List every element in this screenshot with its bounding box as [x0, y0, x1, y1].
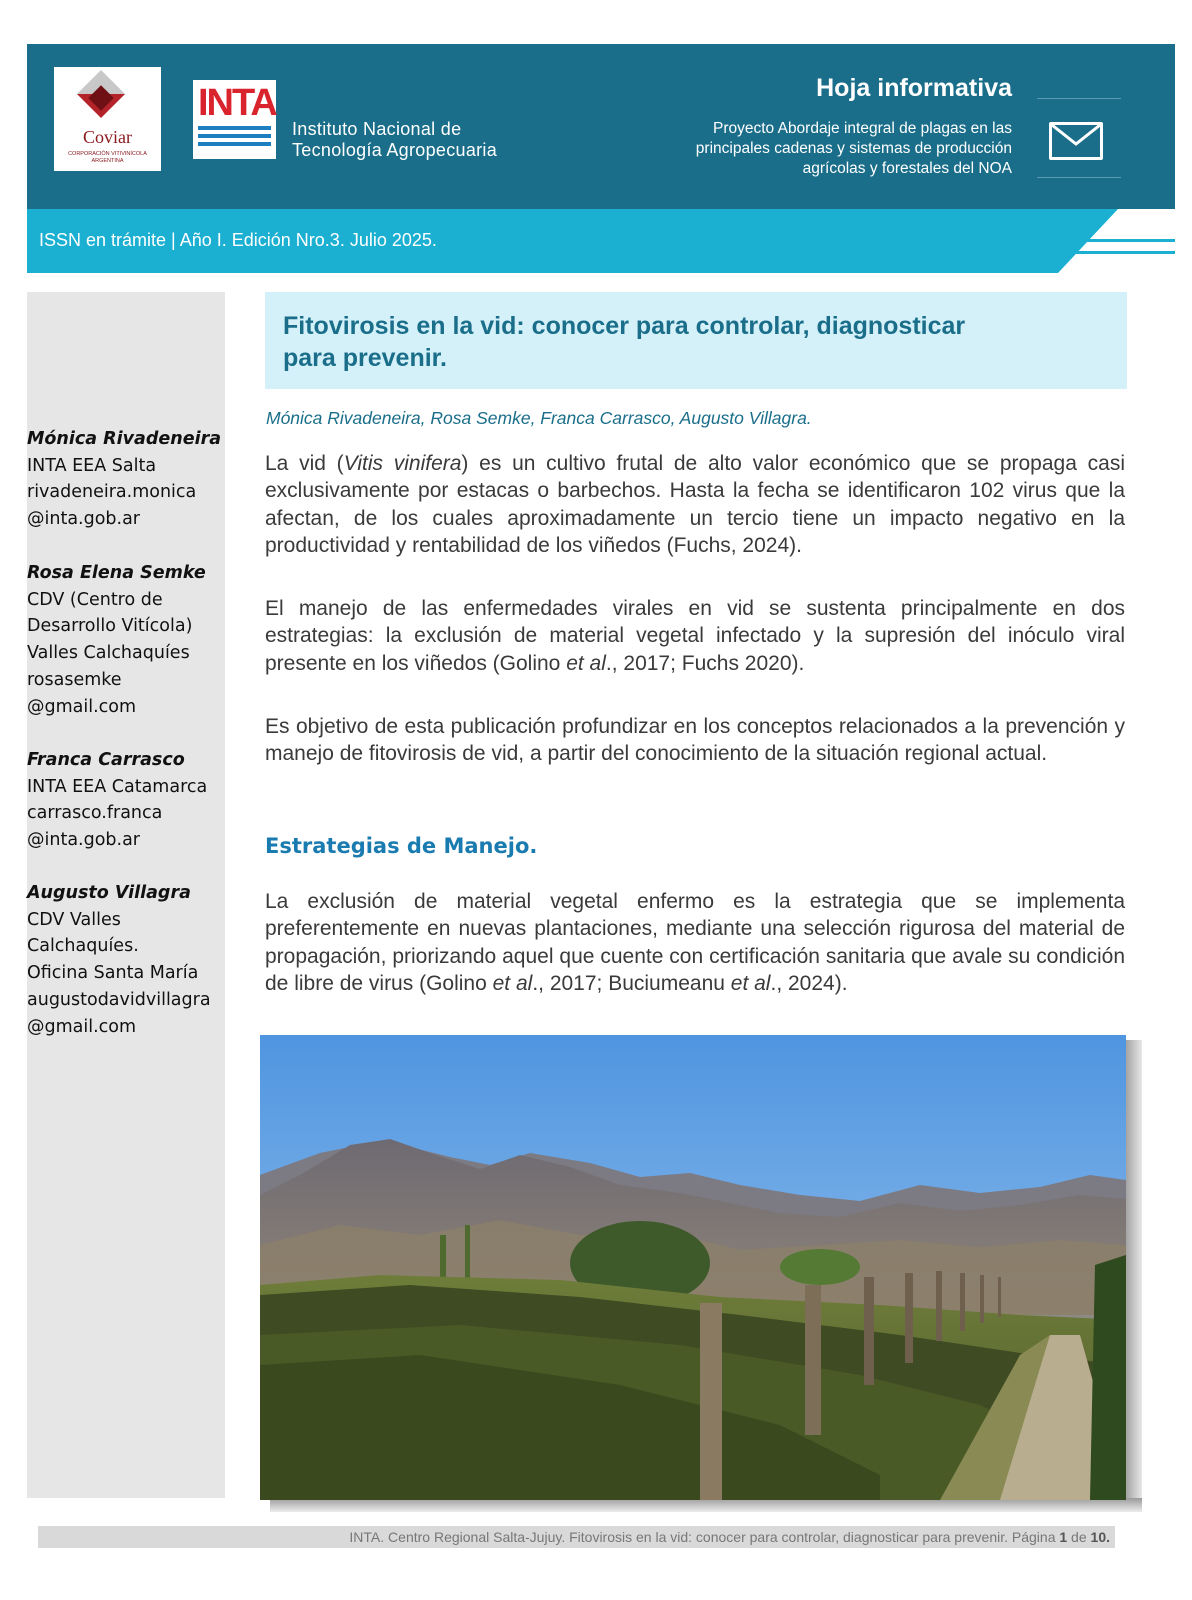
text: La exclusión de material vegetal enfermo es la estrategia que se implementa preferentemente en nuevas plantaciones, mediante una selección rigurosa del material de propagación, priorizando aquel que cuente con certificación sanitaria que avale su condición de libre de virus (Golino: [265, 890, 1125, 995]
text: ., 2017; Buciumeanu: [532, 971, 731, 995]
author-email: @inta.gob.ar: [27, 509, 141, 530]
author-email: carrasco.franca: [27, 803, 163, 824]
citation-etal: et al: [730, 971, 771, 995]
coviar-logo: [54, 67, 161, 171]
coviar-name: Coviar: [83, 127, 132, 147]
author-detail: CDV (Centro de: [27, 589, 163, 610]
text: ., 2017; Fuchs 2020).: [605, 651, 805, 675]
author-detail: INTA EEA Salta: [27, 455, 157, 476]
project-line-3: agrícolas y forestales del NOA: [802, 160, 1012, 177]
header-banner: [27, 44, 1175, 209]
author-email: rosasemke: [27, 669, 122, 690]
species-name: Vitis vinifera: [343, 452, 462, 475]
article-title: [283, 310, 1103, 374]
footer-of: de: [1067, 1529, 1091, 1545]
paragraph-3: Es objetivo de esta publicación profundizar en los conceptos relacionados a la prevención y manejo de fitovirosis de vid, a partir del conocimiento de la situación regional actual.: [265, 715, 1125, 766]
author-detail: CDV Valles: [27, 909, 121, 930]
citation-etal: et al: [492, 971, 533, 995]
issn-text: ISSN en trámite | Año I. Edición Nro.3. Julio 2025.: [39, 230, 437, 250]
text: La vid (: [265, 452, 344, 475]
author-email: rivadeneira.monica: [27, 482, 197, 503]
project-line-2: principales cadenas y sistemas de producción: [695, 140, 1012, 157]
hoja-title: Hoja informativa: [816, 74, 1012, 102]
author-email: augustodavidvillagra: [27, 989, 211, 1010]
project-description: [632, 119, 1012, 179]
author-detail: INTA EEA Catamarca: [27, 776, 208, 797]
inta-stripes-icon: [198, 126, 271, 154]
band-stripe: [1043, 239, 1175, 242]
footer-text: [349, 1529, 1110, 1545]
inta-logo: [193, 80, 276, 159]
divider: [1037, 98, 1121, 99]
footer-label: INTA. Centro Regional Salta-Jujuy. Fitovirosis en la vid: conocer para controlar, diagnosticar para prevenir. Página: [349, 1529, 1060, 1545]
citation-etal: et al: [566, 651, 606, 675]
institute-line-2: Tecnología Agropecuaria: [292, 140, 498, 160]
author-name: Franca Carrasco: [27, 750, 185, 770]
divider: [1037, 177, 1121, 178]
author-name: Augusto Villagra: [27, 883, 191, 903]
photo-shadow: [270, 1498, 1142, 1512]
author-name: Mónica Rivadeneira: [27, 429, 222, 449]
author-detail: Desarrollo Vitícola): [27, 616, 193, 637]
author-block: [27, 880, 227, 1040]
text: ) es un cultivo frutal de alto valor económico que se propaga casi exclusivamente por estacas o barbechos. Hasta la fecha se identificaron 102 virus que la afectan, de los cuales aproximadamente un tercio tiene un impacto negativo en la productividad y rentabilidad de los viñedos (Fuchs, 2024).: [265, 452, 1125, 557]
article-title-line-2: para prevenir.: [283, 344, 447, 372]
author-block: [27, 747, 227, 854]
institute-name: [292, 119, 497, 161]
paragraph-2: [265, 595, 1125, 677]
author-detail: Oficina Santa María: [27, 963, 199, 984]
page-footer: [38, 1526, 1115, 1548]
author-block: [27, 426, 227, 533]
paragraph-1: [265, 450, 1125, 559]
vineyard-photo: [260, 1035, 1126, 1500]
text: ., 2024).: [770, 971, 848, 995]
band-stripe: [1035, 251, 1175, 254]
article-title-line-1: Fitovirosis en la vid: conocer para controlar, diagnosticar: [283, 312, 966, 340]
page-total: 10.: [1090, 1529, 1110, 1545]
author-detail: Valles Calchaquíes: [27, 643, 190, 664]
author-detail: Calchaquíes.: [27, 936, 139, 957]
author-block: [27, 560, 227, 720]
text: El manejo de las enfermedades virales en vid se sustenta principalmente en dos estrategias: la exclusión de material vegetal infectado y la supresión del inóculo viral presente en los viñedos (Golino: [265, 597, 1125, 675]
author-email: @gmail.com: [27, 1016, 137, 1037]
paragraph-4: [265, 888, 1125, 997]
author-email: @inta.gob.ar: [27, 830, 141, 851]
author-name: Rosa Elena Semke: [27, 563, 206, 583]
section-heading: Estrategias de Manejo.: [265, 834, 538, 858]
author-email: @gmail.com: [27, 696, 137, 717]
author-sidebar: [27, 292, 225, 1498]
institute-line-1: Instituto Nacional de: [292, 119, 462, 139]
article-byline: Mónica Rivadeneira, Rosa Semke, Franca Carrasco, Augusto Villagra.: [266, 408, 812, 428]
project-line-1: Proyecto Abordaje integral de plagas en las: [712, 120, 1012, 137]
inta-logo-text: INTA: [198, 82, 276, 124]
coviar-subtitle: CORPORACIÓN VITIVINÍCOLA ARGENTINA: [68, 151, 147, 164]
article-title-box: [265, 292, 1127, 389]
issn-band: [27, 209, 1175, 273]
page-number: 1: [1059, 1529, 1068, 1545]
